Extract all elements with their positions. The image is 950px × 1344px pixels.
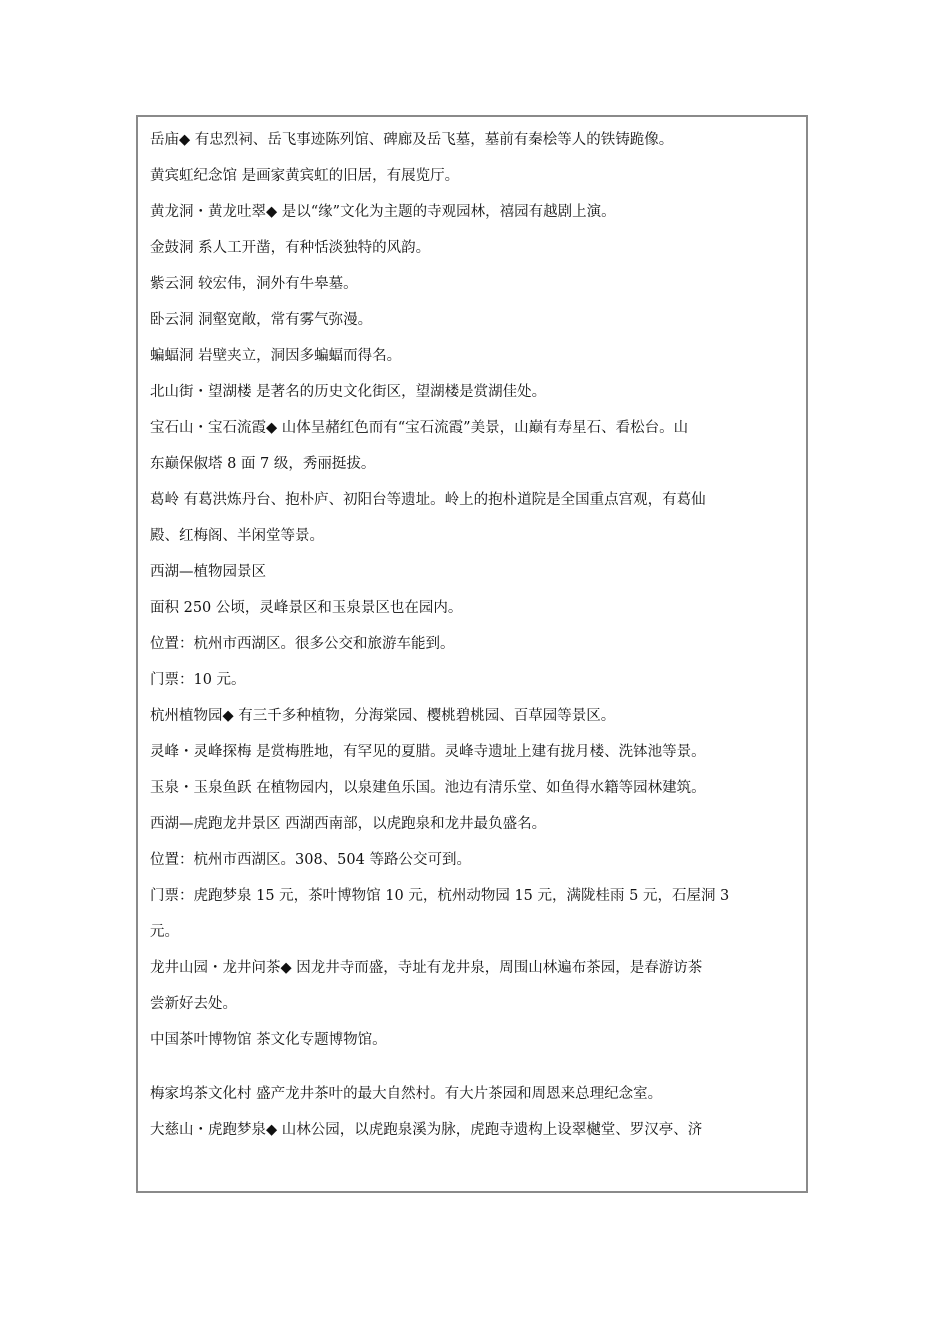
document-frame bbox=[136, 115, 808, 1193]
text-line: 大慈山・虎跑梦泉◆ 山林公园，以虎跑泉溪为脉，虎跑寺遗构上设翠樾堂、罗汉亭、济 bbox=[150, 1122, 703, 1138]
text-line: 尝新好去处。 bbox=[150, 996, 237, 1012]
text-line: 黄龙洞・黄龙吐翠◆ 是以“缘”文化为主题的寺观园林，禧园有越剧上演。 bbox=[150, 204, 616, 220]
text-line: 元。 bbox=[150, 924, 179, 940]
text-line: 灵峰・灵峰探梅 是赏梅胜地，有罕见的夏腊。灵峰寺遗址上建有拢月楼、洗钵池等景。 bbox=[150, 744, 706, 760]
document-body bbox=[150, 131, 798, 1139]
text-line: 殿、红梅阁、半闲堂等景。 bbox=[150, 528, 324, 544]
text-line: 东巅保俶塔 8 面 7 级，秀丽挺拔。 bbox=[150, 456, 376, 472]
text-line: 玉泉・玉泉鱼跃 在植物园内，以泉建鱼乐国。池边有清乐堂、如鱼得水籍等园林建筑。 bbox=[150, 780, 706, 796]
text-line: 位置：杭州市西湖区。308、504 等路公交可到。 bbox=[150, 852, 471, 868]
text-line: 门票：10 元。 bbox=[150, 672, 246, 688]
text-line: 北山街・望湖楼 是著名的历史文化街区，望湖楼是赏湖佳处。 bbox=[150, 384, 547, 400]
text-line: 位置：杭州市西湖区。很多公交和旅游车能到。 bbox=[150, 636, 455, 652]
text-line: 门票：虎跑梦泉 15 元，茶叶博物馆 10 元，杭州动物园 15 元，满陇桂雨 5 元，石屋洞 3 bbox=[150, 888, 730, 904]
section-heading: 西湖—虎跑龙井景区 西湖西南部，以虎跑泉和龙井最负盛名。 bbox=[150, 816, 547, 832]
section-heading: 西湖—植物园景区 bbox=[150, 564, 266, 580]
text-line: 面积 250 公顷，灵峰景区和玉泉景区也在园内。 bbox=[150, 600, 463, 616]
text-line: 卧云洞 洞壑宽敞，常有雾气弥漫。 bbox=[150, 312, 373, 328]
text-line: 金鼓洞 系人工开凿，有种恬淡独特的风韵。 bbox=[150, 240, 431, 256]
text-line: 黄宾虹纪念馆 是画家黄宾虹的旧居，有展览厅。 bbox=[150, 168, 460, 184]
text-line: 龙井山园・龙井问茶◆ 因龙井寺而盛，寺址有龙井泉，周围山林遍布茶园，是春游访茶 bbox=[150, 960, 703, 976]
text-line: 紫云洞 较宏伟，洞外有牛皋墓。 bbox=[150, 276, 358, 292]
text-line: 杭州植物园◆ 有三千多种植物，分海棠园、樱桃碧桃园、百草园等景区。 bbox=[150, 708, 616, 724]
text-line: 蝙蝠洞 岩壁夹立，洞因多蝙蝠而得名。 bbox=[150, 348, 402, 364]
text-line: 中国茶叶博物馆 茶文化专题博物馆。 bbox=[150, 1032, 387, 1048]
text-line: 葛岭 有葛洪炼丹台、抱朴庐、初阳台等遗址。岭上的抱朴道院是全国重点宫观，有葛仙 bbox=[150, 492, 706, 508]
text-line: 梅家坞茶文化村 盛产龙井茶叶的最大自然村。有大片茶园和周恩来总理纪念室。 bbox=[150, 1086, 663, 1102]
text-line: 岳庙◆ 有忠烈祠、岳飞事迹陈列馆、碑廊及岳飞墓，墓前有秦桧等人的铁铸跪像。 bbox=[150, 132, 674, 148]
text-line: 宝石山・宝石流霞◆ 山体呈赭红色而有“宝石流霞”美景，山巅有寿星石、看松台。山 bbox=[150, 420, 689, 436]
